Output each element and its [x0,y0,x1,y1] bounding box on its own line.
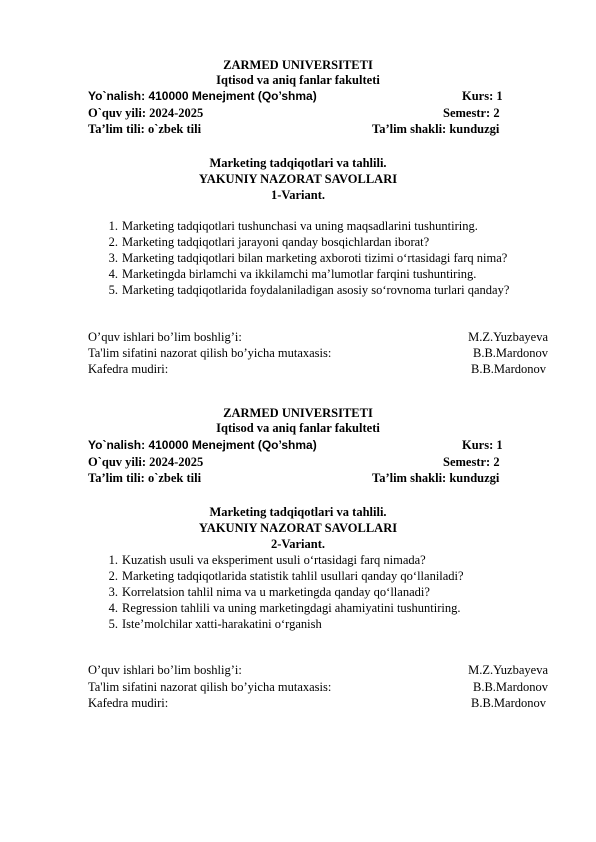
question-text: Kuzatish usuli va eksperiment usuli o‘rtasidagi farq nimada? [122,553,426,567]
question-number: 5. [108,617,118,631]
direction-label: Yo`nalish: 410000 Menejment (Qo’shma) [88,438,317,452]
subject-title: Marketing tadqiqotlari va tahlili. [209,505,387,519]
question-text: Iste’molchilar xatti-harakatini o‘rganish [122,617,322,631]
signature-name: B.B.Mardonov [473,346,548,360]
faculty-title: Iqtisod va aniq fanlar fakulteti [216,421,380,435]
signature-role: Kafedra mudiri: [88,362,169,376]
question-text: Marketing tadqiqotlari jarayoni qanday bosqichlardan iborat? [122,235,430,249]
subject-title: Marketing tadqiqotlari va tahlili. [209,156,387,170]
question-text: Marketing tadqiqotlarida statistik tahlil usullari qanday qo‘llaniladi? [122,569,464,583]
question-text: Marketing tadqiqotlarida foydalaniladigan asosiy so‘rovnoma turlari qanday? [122,283,510,297]
variant-label: 2-Variant. [270,537,326,551]
language-label: Ta’lim tili: o`zbek tili [88,122,202,136]
academic-year-label: O`quv yili: 2024-2025 [88,106,204,120]
question-number: 3. [108,251,118,265]
signature-name: M.Z.Yuzbayeva [468,330,548,344]
signature-name: B.B.Mardonov [471,696,546,710]
question-number: 4. [108,267,118,281]
question-number: 2. [108,235,118,249]
question-text: Marketing tadqiqotlari bilan marketing axboroti tizimi o‘rtasidagi farq nima? [122,251,508,265]
question-number: 1. [108,219,118,233]
exam-title: YAKUNIY NAZORAT SAVOLLARI [198,521,398,535]
study-form-label: Ta’lim shakli: kunduzgi [372,471,500,485]
signature-role: O’quv ishlari bo’lim boshlig’i: [88,663,242,677]
question-number: 5. [108,283,118,297]
question-text: Marketingda birlamchi va ikkilamchi ma’lumotlar farqini tushuntiring. [122,267,477,281]
course-label: Kurs: 1 [462,89,503,103]
signature-name: M.Z.Yuzbayeva [468,663,548,677]
study-form-label: Ta’lim shakli: kunduzgi [372,122,500,136]
question-text: Korrelatsion tahlil nima va u marketingda qanday qo‘llanadi? [122,585,430,599]
signature-role: Ta'lim sifatini nazorat qilish bo’yicha mutaxasis: [88,346,332,360]
question-number: 2. [108,569,118,583]
university-title: ZARMED UNIVERSITETI [223,406,373,420]
question-number: 4. [108,601,118,615]
university-title: ZARMED UNIVERSITETI [223,58,373,72]
semester-label: Semestr: 2 [443,455,500,469]
exam-title: YAKUNIY NAZORAT SAVOLLARI [198,172,398,186]
signature-name: B.B.Mardonov [473,680,548,694]
signature-role: Ta'lim sifatini nazorat qilish bo’yicha mutaxasis: [88,680,332,694]
question-number: 1. [108,553,118,567]
direction-label: Yo`nalish: 410000 Menejment (Qo’shma) [88,89,317,103]
signature-role: Kafedra mudiri: [88,696,169,710]
question-text: Regression tahlili va uning marketingdagi ahamiyatini tushuntiring. [122,601,461,615]
course-label: Kurs: 1 [462,438,503,452]
question-number: 3. [108,585,118,599]
faculty-title: Iqtisod va aniq fanlar fakulteti [216,73,380,87]
signature-name: B.B.Mardonov [471,362,546,376]
signature-role: O’quv ishlari bo’lim boshlig’i: [88,330,242,344]
semester-label: Semestr: 2 [443,106,500,120]
language-label: Ta’lim tili: o`zbek tili [88,471,202,485]
academic-year-label: O`quv yili: 2024-2025 [88,455,204,469]
question-text: Marketing tadqiqotlari tushunchasi va uning maqsadlarini tushuntiring. [122,219,478,233]
variant-label: 1-Variant. [270,188,326,202]
